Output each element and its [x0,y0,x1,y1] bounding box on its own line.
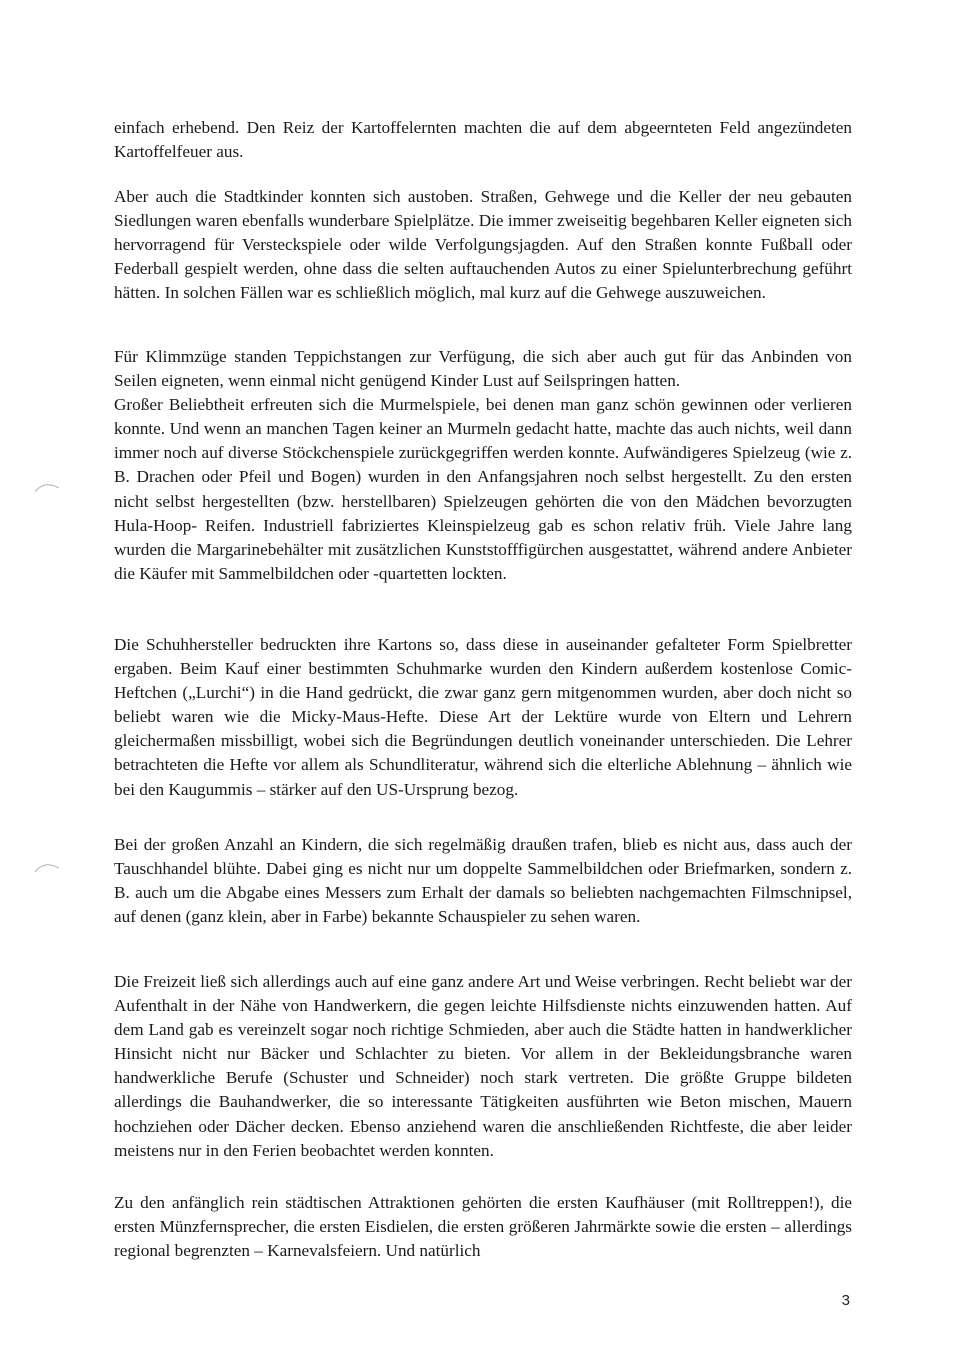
paragraph-3-block [114,345,852,586]
paragraph-1-block [114,116,852,164]
paragraph: Aber auch die Stadtkinder konnten sich austoben. Straßen, Gehwege und die Keller der neu gebauten Siedlungen waren ebenfalls wunderbare Spielplätze. Die immer zweiseitig begehbaren Keller eigneten sich hervorragend für Versteckspiele oder wilde Verfolgungsjagden. Auf den Straßen konnte Fußball oder Federball gespielt werden, ohne dass die selten auftauchenden Autos zu einer Spielunterbrechung geführt hätten. In solchen Fällen war es schließlich möglich, mal kurz auf die Gehwege auszuweichen. [114,187,852,303]
paragraph: einfach erhebend. Den Reiz der Kartoffelernten machten die auf dem abgeernteten Feld angezündeten Kartoffelfeuer aus. [114,118,852,162]
paragraph: Die Schuhhersteller bedruckten ihre Kartons so, dass diese in auseinander gefalteter Form Spielbretter ergaben. Beim Kauf einer bestimmten Schuhmarke wurden den Kindern außerdem kostenlose Comic-Heftchen („Lurchi“) in die Hand gedrückt, die zwar ganz gern mitgenommen wurden, aber doch nicht so beliebt waren wie die Micky-Maus-Hefte. Diese Art der Lektüre wurde von Eltern und Lehrern gleichermaßen missbilligt, wobei sich die Begründungen deutlich voneinander unterschieden. Die Lehrer betrachteten die Hefte vor allem als Schundliteratur, während sich die elterliche Ablehnung – ähnlich wie bei den Kaugummis – stärker auf den US-Ursprung bezog. [114,635,852,799]
paragraph: Die Freizeit ließ sich allerdings auch auf eine ganz andere Art und Weise verbringen. Recht beliebt war der Aufenthalt in der Nähe von Handwerkern, die gegen leichte Hilfsdienste nichts einzuwenden hatten. Auf dem Land gab es vereinzelt sogar noch richtige Schmieden, aber auch die Städte hatten in handwerklicher Hinsicht nicht nur Bäcker und Schlachter zu bieten. Vor allem in der Bekleidungsbranche waren handwerkliche Berufe (Schuster und Schneider) noch stark vertreten. Die größte Gruppe bildeten allerdings die Bauhandwerker, die so interessante Tätigkeiten ausführten wie Beton mischen, Mauern hochziehen oder Dächer decken. Ebenso anziehend waren die anschließenden Richtfeste, die aber leider meistens nur in den Ferien beobachtet werden konnten. [114,972,852,1160]
punch-hole-mark [34,858,60,874]
paragraph-8-block [114,1191,852,1263]
paragraph: Zu den anfänglich rein städtischen Attraktionen gehörten die ersten Kaufhäuser (mit Rolltreppen!), die ersten Münzfernsprecher, die ersten Eisdielen, die ersten größeren Jahrmärkte sowie die ersten – allerdings regional begrenzten – Karnevalsfeiern. Und natürlich [114,1193,852,1261]
paragraph: Bei der großen Anzahl an Kindern, die sich regelmäßig draußen trafen, blieb es nicht aus, dass auch der Tauschhandel blühte. Dabei ging es nicht nur um doppelte Sammelbildchen oder Briefmarken, sondern z. B. auch um die Abgabe eines Messers zum Erhalt der damals so beliebten nachgemachten Filmschnipsel, auf denen (ganz klein, aber in Farbe) bekannte Schauspieler zu sehen waren. [114,835,852,927]
paragraph-6-block [114,833,852,929]
paragraph: Für Klimmzüge standen Teppichstangen zur Verfügung, die sich aber auch gut für das Anbinden von Seilen eigneten, wenn einmal nicht genügend Kinder Lust auf Seilspringen hatten. [114,347,852,391]
paragraph-7-block [114,970,852,1163]
paragraph-5-block [114,633,852,802]
paragraph-2-block [114,185,852,305]
punch-hole-mark [34,478,60,494]
page-number: 3 [841,1292,850,1309]
paragraph: Großer Beliebtheit erfreuten sich die Murmelspiele, bei denen man ganz schön gewinnen oder verlieren konnte. Und wenn an manchen Tagen keiner an Murmeln gedacht hatte, machte das auch nichts, weil dann immer noch auf diverse Stöckchenspiele zurückgegriffen werden konnte. Aufwändigeres Spielzeug (wie z. B. Drachen oder Pfeil und Bogen) wurden in den Anfangsjahren noch selbst hergestellt. Zu den ersten nicht selbst hergestellten (bzw. herstellbaren) Spielzeugen gehörten die von den Mädchen bevorzugten Hula-Hoop- Reifen. Industriell fabriziertes Kleinspielzeug gab es schon relativ früh. Viele Jahre lang wurden die Margarinebehälter mit zusätzlichen Kunststofffigürchen ausgestattet, während andere Anbieter die Käufer mit Sammelbildchen oder -quartetten lockten. [114,395,852,583]
